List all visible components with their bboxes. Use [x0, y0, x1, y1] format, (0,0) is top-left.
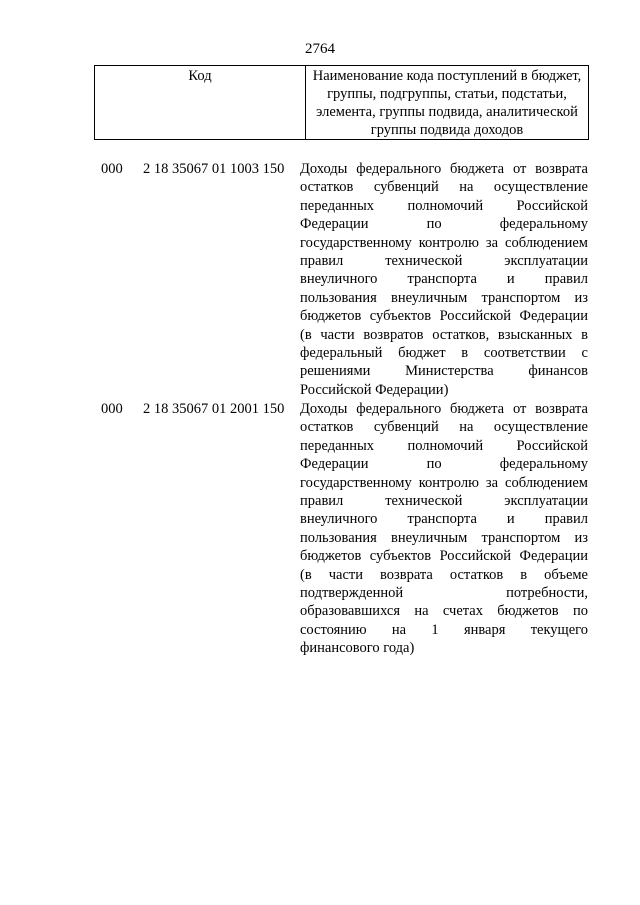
description-line: государственному контролю за соблюдением	[300, 474, 588, 491]
revenue-code: 2 18 35067 01 2001 150	[143, 401, 285, 417]
revenue-description	[300, 160, 588, 399]
description-line: бюджетов субъектов Российской Федерации	[300, 308, 588, 325]
description-line: государственному контролю за соблюдением	[300, 234, 588, 251]
description-line: бюджетов субъектов Российской Федерации	[300, 548, 588, 565]
description-line: остатков субвенций на осуществление	[300, 419, 588, 436]
header-name-line: Наименование кода поступлений в бюджет,	[312, 68, 582, 84]
description-line: (в части возврата остатков в объеме	[300, 566, 588, 583]
description-line: правил технической эксплуатации	[300, 493, 588, 510]
description-line: правил технической эксплуатации	[300, 253, 588, 270]
header-code-label: Код	[188, 68, 212, 84]
header-name-line: элемента, группы подвида, аналитической	[316, 104, 578, 120]
description-line: состоянию на 1 января текущего	[300, 621, 588, 638]
admin-code: 000	[101, 401, 123, 417]
description-line: (в части возвратов остатков, взысканных в	[300, 326, 588, 343]
header-code-cell	[95, 66, 306, 140]
description-line: подтвержденной потребности,	[300, 585, 588, 602]
header-name-line: группы, подгруппы, статьи, подстатьи,	[327, 86, 567, 102]
description-line: Доходы федерального бюджета от возврата	[300, 401, 588, 417]
description-line: внеуличного транспорта и правил	[300, 511, 588, 528]
description-line: внеуличного транспорта и правил	[300, 271, 588, 288]
header-name-line: группы подвида доходов	[370, 122, 524, 138]
description-line: образовавшихся на счетах бюджетов по	[300, 603, 588, 620]
description-line: федеральный бюджет в соответствии с	[300, 345, 588, 362]
revenue-code: 2 18 35067 01 1003 150	[143, 161, 285, 177]
description-line: переданных полномочий Российской	[300, 197, 588, 214]
header-name-cell	[306, 66, 589, 140]
description-line: решениями Министерства финансов	[300, 363, 588, 380]
description-line: финансового года)	[300, 640, 415, 657]
description-line: переданных полномочий Российской	[300, 437, 588, 454]
description-line: Федерации по федеральному	[300, 216, 588, 233]
page-number: 2764	[305, 41, 335, 57]
description-line: Федерации по федеральному	[300, 456, 588, 473]
table-header	[94, 65, 589, 140]
description-line: пользования внеуличным транспортом из	[300, 289, 588, 306]
description-line: пользования внеуличным транспортом из	[300, 529, 588, 546]
description-line: Доходы федерального бюджета от возврата	[300, 161, 588, 177]
admin-code: 000	[101, 161, 123, 177]
description-line: Российской Федерации)	[300, 381, 449, 398]
description-line: остатков субвенций на осуществление	[300, 179, 588, 196]
revenue-description	[300, 400, 588, 658]
